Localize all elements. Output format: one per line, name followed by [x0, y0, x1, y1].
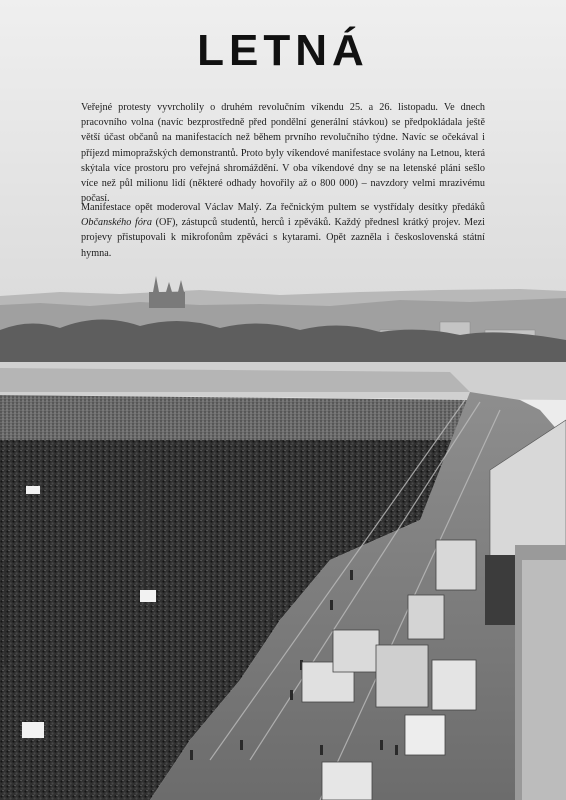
second-paragraph-emphasis: Občanského fóra	[81, 217, 152, 229]
page-title: LETNÁ	[197, 26, 369, 75]
intro-paragraph: Veřejné protesty vyvrcholily o druhém revolučním víkendu 25. a 26. listopadu. Ve dnech pracovního volna (navíc bezprostředně před pondělní generální stávkou) se předpokládala ještě větší účast občanů na manifestacích než během prvního revolučního týdne. Navíc se očekával i příjezd mimopražských demonstrantů. Proto byly víkendové manifestace svolány na Letnou, která skýtala více prostoru pro veřejná shromáždění. V oba víkendové dny se na letenské pláni sešlo více než půl milionu lidí (některé odhady hovořily až o 800 000) – navzdory velmi mrazivému počasí.	[81, 102, 485, 205]
second-paragraph-text-before: Manifestace opět moderoval Václav Malý. Za řečnickým pultem se vystřídaly desítky předáků	[81, 202, 485, 213]
second-paragraph	[81, 200, 485, 261]
second-paragraph-text-after: (OF), zástupců studentů, herců i zpěváků. Každý přednesl krátký projev. Mezi projevy přistupovali k mikrofonům zpěváci s kytarami. Opět zazněla i československá státní hymna.	[81, 217, 485, 259]
